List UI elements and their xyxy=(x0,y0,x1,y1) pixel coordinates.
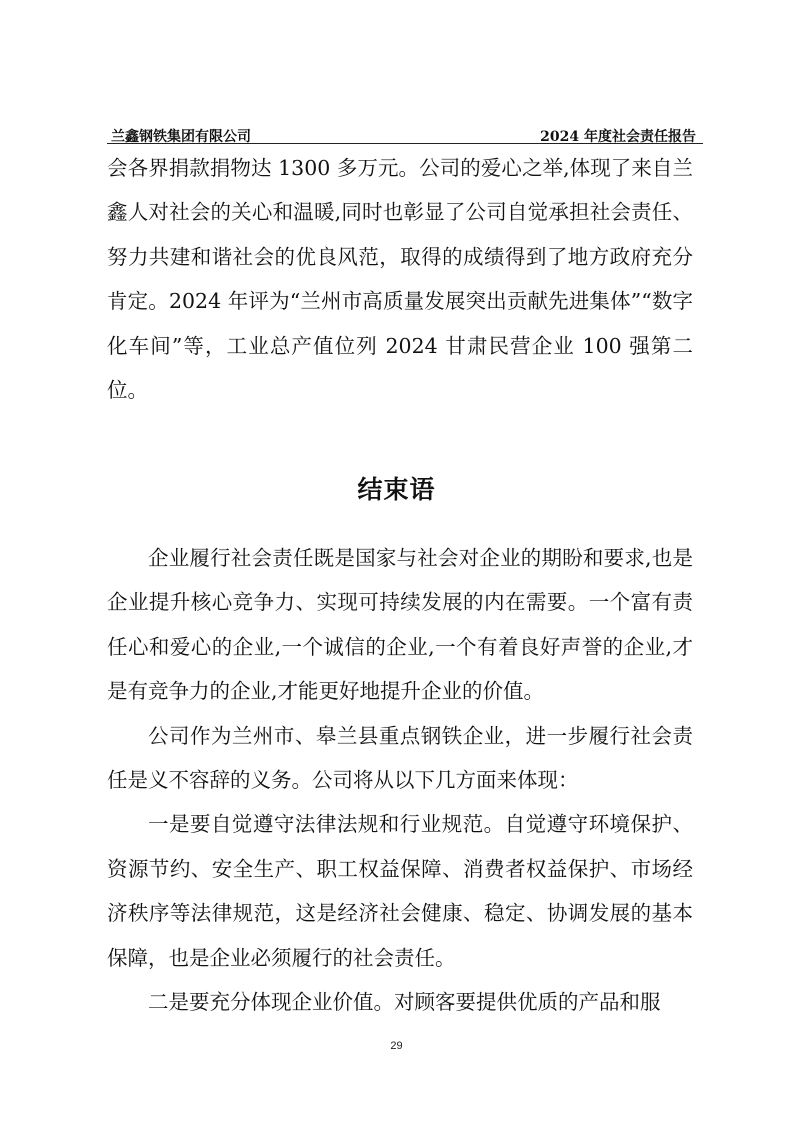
conclusion-body xyxy=(107,536,693,1024)
section-heading: 结束语 xyxy=(357,475,436,504)
paragraph: 企业履行社会责任既是国家与社会对企业的期盼和要求,也是企业提升核心竞争力、实现可持续发展的内在需要。一个富有责任心和爱心的企业,一个诚信的企业,一个有着良好声誉的企业,才是有竞争力的企业,才能更好地提升企业的价值。 xyxy=(107,546,693,704)
header-company-name: 兰鑫钢铁集团有限公司 xyxy=(111,129,251,145)
continuation-paragraph: 会各界捐款捐物达 1300 多万元。公司的爱心之举,体现了来自兰鑫人对社会的关心和温暖,同时也彰显了公司自觉承担社会责任、努力共建和谐社会的优良风范，取得的成绩得到了地方政府充分肯定。2024 年评为“兰州市高质量发展突出贡献先进集体”“数字化车间”等，工业总产值位列 2024 甘肃民营企业 100 强第二位。 xyxy=(107,156,693,403)
continuation-block xyxy=(107,146,693,412)
paragraph: 一是要自觉遵守法律法规和行业规范。自觉遵守环境保护、资源节约、安全生产、职工权益保障、消费者权益保护、市场经济秩序等法律规范，这是经济社会健康、稳定、协调发展的基本保障，也是企业必须履行的社会责任。 xyxy=(107,812,693,970)
paragraph: 公司作为兰州市、皋兰县重点钢铁企业，进一步履行社会责任是义不容辞的义务。公司将从以下几方面来体现： xyxy=(107,723,693,793)
paragraph: 二是要充分体现企业价值。对顾客要提供优质的产品和服 xyxy=(148,990,661,1015)
header-divider xyxy=(107,143,703,144)
page-number: 29 xyxy=(390,1040,403,1052)
header-report-title: 2024 年度社会责任报告 xyxy=(540,129,696,145)
